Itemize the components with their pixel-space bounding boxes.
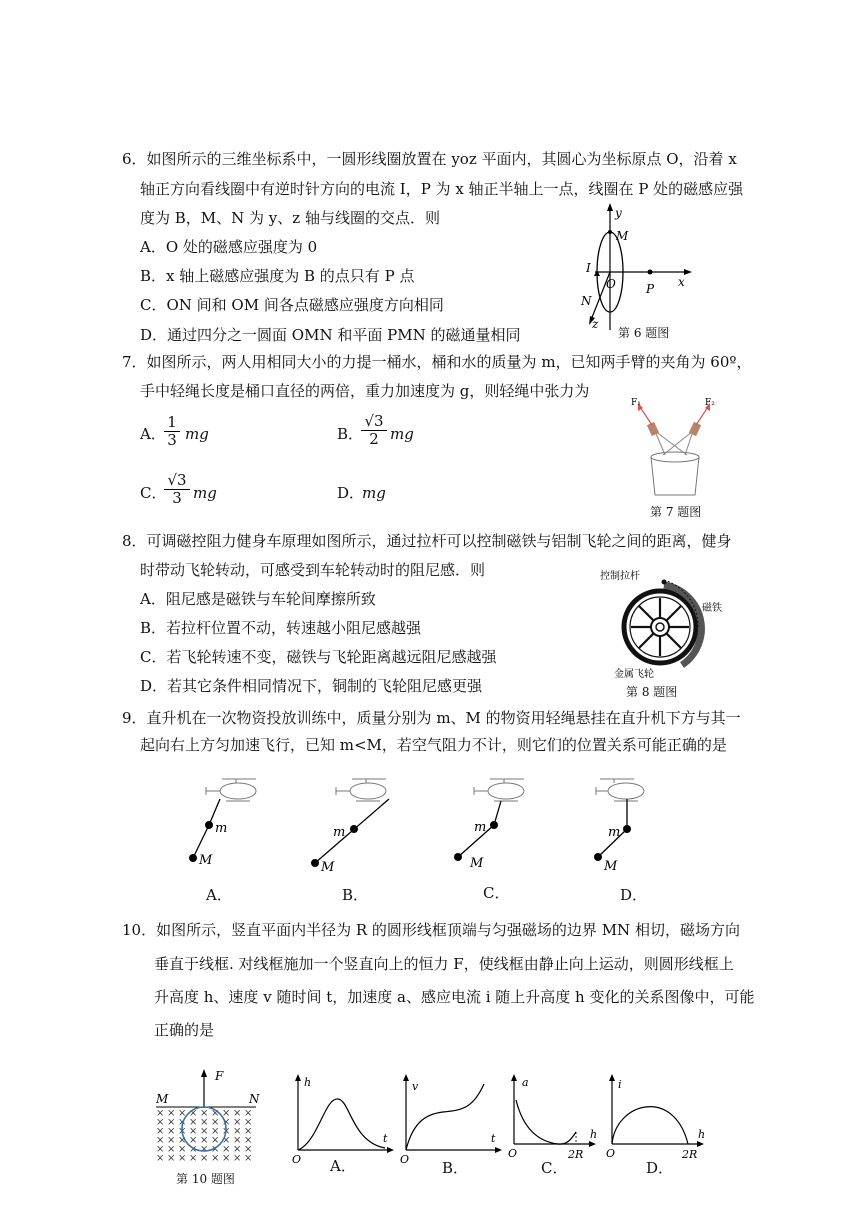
q8-option-d: D．若其它条件相同情况下，铜制的飞轮阻尼感更强 [140,677,483,695]
field-cross-mark: × [233,1144,242,1155]
q6-label-p: P [646,282,655,296]
field-cross-mark: × [200,1135,209,1146]
q8-option-a: A．阻尼感是磁铁与车轮间摩擦所致 [140,590,376,608]
field-cross-mark: × [189,1153,198,1164]
q8-option-b: B．若拉杆位置不动，转速越小阻尼感越强 [140,619,422,637]
q9-a-label-big-m: M [199,853,213,868]
q6-line1: 6．如图所示的三维坐标系中，一圆形线圈放置在 yoz 平面内，其圆心为坐标原点 O，沿着 x [122,150,737,168]
field-cross-mark: × [167,1108,176,1119]
q7-b-tail: mg [390,425,414,443]
q10-option-d: D． [646,1159,674,1177]
field-cross-mark: × [200,1108,209,1119]
field-cross-mark: × [178,1117,187,1128]
field-cross-mark: × [200,1153,209,1164]
field-cross-mark: × [222,1117,231,1128]
q9-figure-d [584,775,684,875]
field-cross-marks [156,1108,252,1164]
q6-label-z: z [592,317,599,331]
q9-option-b: B． [342,886,369,904]
field-cross-mark: × [167,1117,176,1128]
q10-b-axis-x: t [491,1132,496,1145]
q9-figure-a [180,775,280,875]
q10-a-axis-y: h [304,1076,312,1089]
q6-option-b: B．x 轴上磁感应强度为 B 的点只有 P 点 [140,267,415,285]
q6-label-o: O [606,277,616,291]
q9-option-a: A． [206,886,232,904]
field-cross-mark: × [200,1126,209,1137]
field-cross-mark: × [244,1117,253,1128]
q7-label-f1: F₁ [631,398,641,408]
field-cross-mark: × [211,1108,220,1119]
q7-b-denominator: 2 [369,430,379,448]
q10-option-a: A． [330,1157,356,1175]
q9-d-label-m: m [608,825,621,840]
q7-option-a-fraction [164,414,180,449]
q6-option-d: D．通过四分之一圆面 OMN 和平面 PMN 的磁通量相同 [140,326,521,344]
field-cross-mark: × [156,1144,165,1155]
q7-b-numerator: √3 [361,412,387,431]
q10-b-origin: O [400,1153,410,1164]
q8-label-wheel: 金属飞轮 [614,669,654,680]
field-cross-mark: × [178,1126,187,1137]
field-cross-mark: × [233,1153,242,1164]
q10-label-n: N [249,1092,260,1106]
q9-b-label-big-m: M [321,860,335,875]
q9-option-d: D． [620,886,648,904]
q7-option-a: A． [140,425,166,443]
q10-graph-d [604,1072,714,1164]
field-cross-mark: × [189,1108,198,1119]
q10-c-tick-2r: 2R [568,1148,584,1161]
q7-label-f2: F₂ [705,398,715,408]
q7-a-denominator: 3 [167,431,177,449]
q6-line2: 轴正方向看线圈中有逆时针方向的电流 I，P 为 x 轴正半轴上一点，线圈在 P 处的磁感应强 [140,180,744,198]
field-cross-mark: × [244,1144,253,1155]
q8-label-lever: 控制拉杆 [600,571,640,582]
helicopter-icon [206,779,256,801]
field-cross-mark: × [211,1135,220,1146]
q7-line1: 7．如图所示，两人用相同大小的力提一桶水，桶和水的质量为 m，已知两手臂的夹角为 60º， [122,353,752,371]
q10-field-figure [152,1066,270,1166]
q8-figure [598,565,738,683]
field-cross-mark: × [233,1135,242,1146]
q7-line2: 手中轻绳长度是桶口直径的两倍，重力加速度为 g，则轻绳中张力为 [140,382,590,400]
q9-a-label-m: m [215,821,228,836]
field-cross-mark: × [189,1117,198,1128]
q8-label-magnet: 磁铁 [702,603,722,614]
q7-a-numerator: 1 [164,414,180,432]
field-cross-mark: × [211,1144,220,1155]
q9-option-c: C． [483,884,510,902]
q9-c-label-m: m [474,820,487,835]
field-cross-mark: × [222,1108,231,1119]
field-cross-mark: × [178,1153,187,1164]
q10-line3: 升高度 h、速度 v 随时间 t，加速度 a、感应电流 i 随上升高度 h 变化的关系图像中，可能 [154,988,755,1006]
field-cross-mark: × [200,1117,209,1128]
field-cross-mark: × [244,1126,253,1137]
q9-d-label-big-m: M [604,859,618,874]
q6-option-c: C．ON 间和 OM 间各点磁感应强度方向相同 [140,296,444,314]
q10-graph-a [290,1072,400,1164]
q6-option-a: A．O 处的磁感应强度为 0 [140,238,318,256]
field-cross-mark: × [156,1117,165,1128]
field-cross-mark: × [156,1108,165,1119]
q10-line4: 正确的是 [154,1021,215,1039]
field-cross-mark: × [189,1135,198,1146]
field-cross-mark: × [211,1126,220,1137]
q10-a-origin: O [292,1153,302,1164]
field-cross-mark: × [211,1153,220,1164]
q10-label-f: F [215,1069,224,1083]
field-cross-mark: × [167,1144,176,1155]
q6-label-x: x [678,275,685,289]
q9-b-label-m: m [333,825,346,840]
q7-option-c: C． [140,484,167,502]
q7-caption: 第 7 题图 [650,505,702,519]
q6-label-n: N [581,294,592,308]
q7-c-numerator: √3 [164,471,190,490]
field-cross-mark: × [156,1126,165,1137]
q9-figure-b [310,775,410,875]
q6-label-m: M [616,229,629,243]
helicopter-icon [474,779,524,801]
q10-option-c: C． [541,1159,568,1177]
q10-c-origin: O [508,1147,518,1160]
q7-option-b-fraction [361,412,387,448]
q9-line2: 起向右上方匀加速飞行，已知 m<M，若空气阻力不计，则它们的位置关系可能正确的是 [140,736,727,754]
q9-figure-c [448,775,548,875]
field-cross-mark: × [167,1126,176,1137]
field-cross-mark: × [189,1126,198,1137]
q7-figure [625,395,725,503]
field-cross-mark: × [178,1144,187,1155]
helicopter-icon [596,779,644,801]
q6-label-i: I [586,261,591,275]
field-cross-mark: × [189,1144,198,1155]
q8-line2: 时带动飞轮转动，可感受到车轮转动时的阻尼感．则 [140,561,486,579]
q10-b-axis-y: v [412,1080,419,1093]
q8-line1: 8．可调磁控阻力健身车原理如图所示，通过拉杆可以控制磁铁与铝制飞轮之间的距离，健身 [122,532,732,550]
q7-a-tail: mg [185,425,209,443]
field-cross-mark: × [233,1117,242,1128]
field-cross-mark: × [222,1153,231,1164]
field-cross-mark: × [156,1135,165,1146]
q10-graph-b [398,1072,508,1164]
field-cross-mark: × [156,1153,165,1164]
field-cross-mark: × [244,1108,253,1119]
q9-line1: 9．直升机在一次物资投放训练中，质量分别为 m、M 的物资用轻绳悬挂在直升机下方与其一 [122,709,741,727]
q10-c-axis-y: a [522,1076,529,1089]
q8-caption: 第 8 题图 [626,685,678,699]
helicopter-icon [336,779,386,801]
field-cross-mark: × [200,1144,209,1155]
q10-line1: 10．如图所示，竖直平面内半径为 R 的圆形线框顶端与匀强磁场的边界 MN 相切，磁场方向 [122,921,740,939]
q7-option-d: D． [337,484,365,502]
q6-figure [575,200,705,340]
field-cross-mark: × [244,1135,253,1146]
q10-caption: 第 10 题图 [176,1172,235,1186]
field-cross-mark: × [222,1144,231,1155]
q10-d-axis-x: h [698,1128,706,1141]
q10-option-b: B． [442,1159,469,1177]
q10-c-axis-x: h [590,1128,598,1141]
q10-d-axis-y: i [618,1078,622,1091]
q10-graph-c [506,1072,606,1164]
q10-a-axis-x: t [383,1132,388,1145]
field-cross-mark: × [233,1108,242,1119]
q7-d-tail: mg [362,484,386,502]
field-cross-mark: × [233,1126,242,1137]
field-cross-mark: × [178,1135,187,1146]
field-cross-mark: × [167,1153,176,1164]
q7-option-c-fraction [164,471,190,507]
field-cross-mark: × [222,1126,231,1137]
q9-c-label-big-m: M [470,856,484,871]
q7-c-denominator: 3 [172,489,182,507]
field-cross-mark: × [244,1153,253,1164]
q10-d-tick-2r: 2R [682,1148,698,1161]
q7-option-b: B． [337,425,364,443]
q10-label-m: M [156,1092,169,1106]
q7-c-tail: mg [193,484,217,502]
q6-line3: 度为 B，M、N 为 y、z 轴与线圈的交点．则 [140,209,440,227]
q10-d-origin: O [606,1147,616,1160]
field-cross-mark: × [211,1117,220,1128]
q8-option-c: C．若飞轮转速不变，磁铁与飞轮距离越远阻尼感越强 [140,648,497,666]
field-cross-mark: × [178,1108,187,1119]
q10-line2: 垂直于线框. 对线框施加一个竖直向上的恒力 F，使线框由静止向上运动，则圆形线框上 [154,955,734,973]
field-cross-mark: × [167,1135,176,1146]
q6-label-y: y [615,206,622,220]
q6-caption: 第 6 题图 [618,326,670,340]
field-cross-mark: × [222,1135,231,1146]
